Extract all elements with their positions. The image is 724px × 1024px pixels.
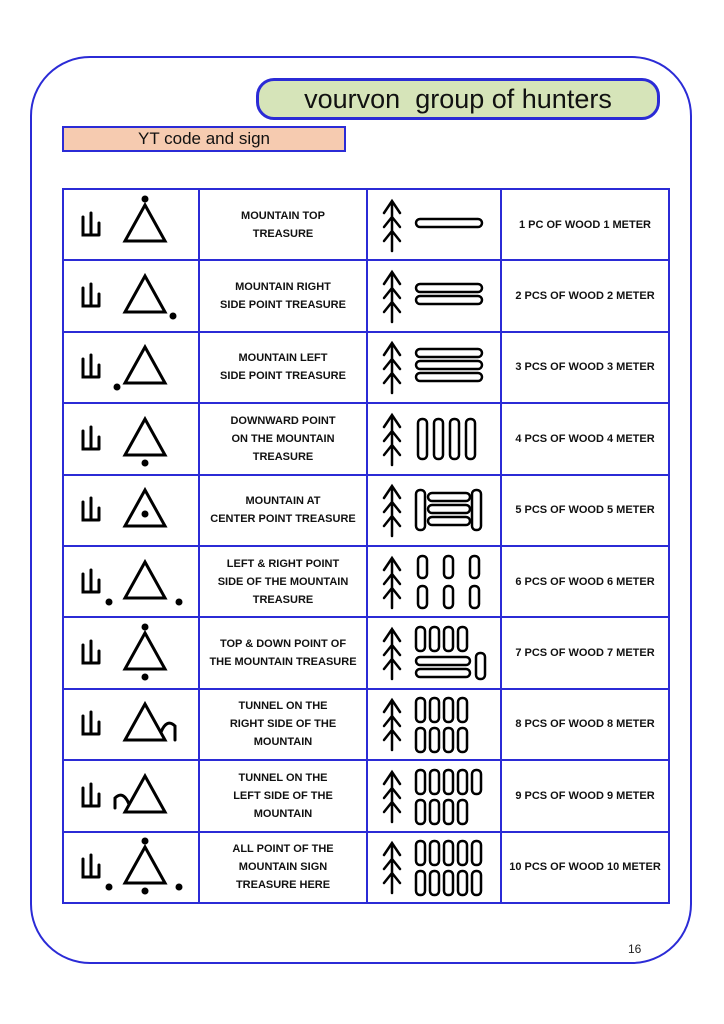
description-cell [199, 689, 367, 760]
wood-stick [430, 728, 439, 752]
page-title: vourvon group of hunters [256, 78, 660, 120]
mountain-sign-icon [69, 407, 193, 471]
wood-stick [472, 770, 481, 794]
wood-sticks-icon [372, 478, 496, 542]
treasure-dot [142, 195, 149, 202]
wood-stick [444, 871, 453, 895]
wood-stick [428, 517, 470, 525]
description-cell [199, 760, 367, 831]
wood-stick [444, 841, 453, 865]
description-text: MOUNTAIN LEFT SIDE POINT TREASURE [220, 352, 346, 383]
sign-cell [63, 760, 199, 831]
wood-stick [416, 728, 425, 752]
mountain-sign-icon [69, 692, 193, 756]
table-row [63, 189, 669, 260]
wood-sign-cell [367, 832, 501, 903]
wood-stick [444, 556, 453, 578]
treasure-dot [170, 313, 177, 320]
wood-stick [472, 490, 481, 530]
wood-stick [470, 556, 479, 578]
wood-stick [430, 800, 439, 824]
wood-stick [458, 728, 467, 752]
description-text: MOUNTAIN RIGHT SIDE POINT TREASURE [220, 281, 346, 312]
table-row [63, 332, 669, 403]
description-cell [199, 832, 367, 903]
wood-sign-cell [367, 189, 501, 260]
sign-cell [63, 403, 199, 474]
wood-sticks-icon [372, 335, 496, 399]
description-text: ALL POINT OF THE MOUNTAIN SIGN TREASURE HERE [232, 843, 334, 892]
wood-stick [416, 361, 482, 369]
description-text: TUNNEL ON THE LEFT SIDE OF THE MOUNTAIN [233, 771, 333, 820]
wood-stick [428, 505, 470, 513]
wood-stick [430, 627, 439, 651]
wood-count-cell: 5 PCS OF WOOD 5 METER [501, 475, 669, 546]
wood-stick [418, 556, 427, 578]
wood-stick [444, 586, 453, 608]
table-row [63, 689, 669, 760]
wood-stick [428, 493, 470, 501]
wood-stick [416, 627, 425, 651]
wood-sign-cell [367, 546, 501, 617]
treasure-dot [142, 624, 149, 631]
description-text: TUNNEL ON THE RIGHT SIDE OF THE MOUNTAIN [229, 700, 337, 749]
mountain-sign-icon [69, 193, 193, 257]
wood-stick [416, 770, 425, 794]
treasure-dot [142, 511, 149, 518]
table-row [63, 403, 669, 474]
treasure-dot [142, 888, 149, 895]
wood-stick [444, 770, 453, 794]
wood-stick [416, 841, 425, 865]
treasure-dot [142, 674, 149, 681]
description-cell [199, 475, 367, 546]
treasure-dot [176, 884, 183, 891]
description-cell [199, 189, 367, 260]
sign-cell [63, 260, 199, 331]
wood-stick [418, 419, 427, 459]
wood-stick [430, 698, 439, 722]
wood-stick [416, 219, 482, 227]
mountain-sign-icon [69, 335, 193, 399]
treasure-dot [114, 384, 121, 391]
sign-cell [63, 832, 199, 903]
wood-stick [416, 669, 470, 677]
wood-sticks-icon [372, 621, 496, 685]
wood-sign-cell [367, 475, 501, 546]
description-cell [199, 617, 367, 688]
wood-sign-cell [367, 403, 501, 474]
wood-stick [430, 770, 439, 794]
sign-cell [63, 617, 199, 688]
wood-count-cell: 7 PCS OF WOOD 7 METER [501, 617, 669, 688]
wood-stick [416, 373, 482, 381]
wood-count-cell: 10 PCS OF WOOD 10 METER [501, 832, 669, 903]
wood-stick [416, 349, 482, 357]
wood-sticks-icon [372, 764, 496, 828]
wood-stick [458, 770, 467, 794]
description-text: TOP & DOWN POINT OF THE MOUNTAIN TREASURE [209, 638, 357, 669]
wood-stick [444, 728, 453, 752]
table-row [63, 546, 669, 617]
table-row [63, 617, 669, 688]
wood-stick [444, 698, 453, 722]
sign-cell [63, 546, 199, 617]
wood-stick [416, 490, 425, 530]
wood-stick [430, 871, 439, 895]
treasure-dot [106, 598, 113, 605]
wood-sticks-icon [372, 407, 496, 471]
table-row [63, 760, 669, 831]
page-number: 16 [628, 942, 642, 956]
sign-cell [63, 332, 199, 403]
wood-count-cell: 9 PCS OF WOOD 9 METER [501, 760, 669, 831]
wood-sticks-icon [372, 835, 496, 899]
mountain-sign-icon [69, 764, 193, 828]
wood-stick [430, 841, 439, 865]
wood-stick [416, 657, 470, 665]
wood-sticks-icon [372, 692, 496, 756]
sign-cell [63, 189, 199, 260]
description-cell [199, 546, 367, 617]
mountain-sign-icon [69, 264, 193, 328]
description-cell [199, 403, 367, 474]
wood-count-cell: 8 PCS OF WOOD 8 METER [501, 689, 669, 760]
treasure-dot [106, 884, 113, 891]
table-row [63, 260, 669, 331]
sign-cell [63, 689, 199, 760]
description-text: DOWNWARD POINT ON THE MOUNTAIN TREASURE [230, 414, 336, 463]
table-row [63, 475, 669, 546]
wood-count-cell: 3 PCS OF WOOD 3 METER [501, 332, 669, 403]
wood-stick [416, 871, 425, 895]
wood-stick [476, 653, 485, 679]
wood-sign-cell [367, 617, 501, 688]
wood-stick [434, 419, 443, 459]
wood-sticks-icon [372, 193, 496, 257]
wood-stick [458, 841, 467, 865]
description-text: LEFT & RIGHT POINT SIDE OF THE MOUNTAIN TREASURE [217, 557, 349, 606]
wood-stick [416, 284, 482, 292]
description-text: MOUNTAIN AT CENTER POINT TREASURE [210, 495, 356, 526]
wood-count-cell: 6 PCS OF WOOD 6 METER [501, 546, 669, 617]
treasure-dot [142, 459, 149, 466]
wood-stick [458, 800, 467, 824]
mountain-sign-icon [69, 478, 193, 542]
wood-stick [416, 698, 425, 722]
wood-stick [416, 296, 482, 304]
wood-stick [466, 419, 475, 459]
mountain-sign-icon [69, 621, 193, 685]
wood-stick [416, 800, 425, 824]
description-text: MOUNTAIN TOP TREASURE [241, 209, 325, 240]
wood-sticks-icon [372, 264, 496, 328]
table-row [63, 832, 669, 903]
wood-stick [450, 419, 459, 459]
wood-count-cell: 2 PCS OF WOOD 2 METER [501, 260, 669, 331]
wood-stick [444, 627, 453, 651]
wood-stick [418, 586, 427, 608]
wood-sign-cell [367, 760, 501, 831]
wood-stick [472, 871, 481, 895]
treasure-dot [176, 598, 183, 605]
section-label: YT code and sign [62, 126, 346, 152]
wood-stick [458, 698, 467, 722]
wood-stick [472, 841, 481, 865]
mountain-sign-icon [69, 550, 193, 614]
wood-stick [444, 800, 453, 824]
code-table [62, 188, 670, 904]
wood-count-cell: 1 PC OF WOOD 1 METER [501, 189, 669, 260]
wood-count-cell: 4 PCS OF WOOD 4 METER [501, 403, 669, 474]
wood-sign-cell [367, 260, 501, 331]
sign-cell [63, 475, 199, 546]
description-cell [199, 260, 367, 331]
wood-sign-cell [367, 689, 501, 760]
wood-stick [458, 871, 467, 895]
treasure-dot [142, 838, 149, 845]
description-cell [199, 332, 367, 403]
mountain-sign-icon [69, 835, 193, 899]
wood-sign-cell [367, 332, 501, 403]
wood-stick [470, 586, 479, 608]
wood-stick [458, 627, 467, 651]
wood-sticks-icon [372, 550, 496, 614]
